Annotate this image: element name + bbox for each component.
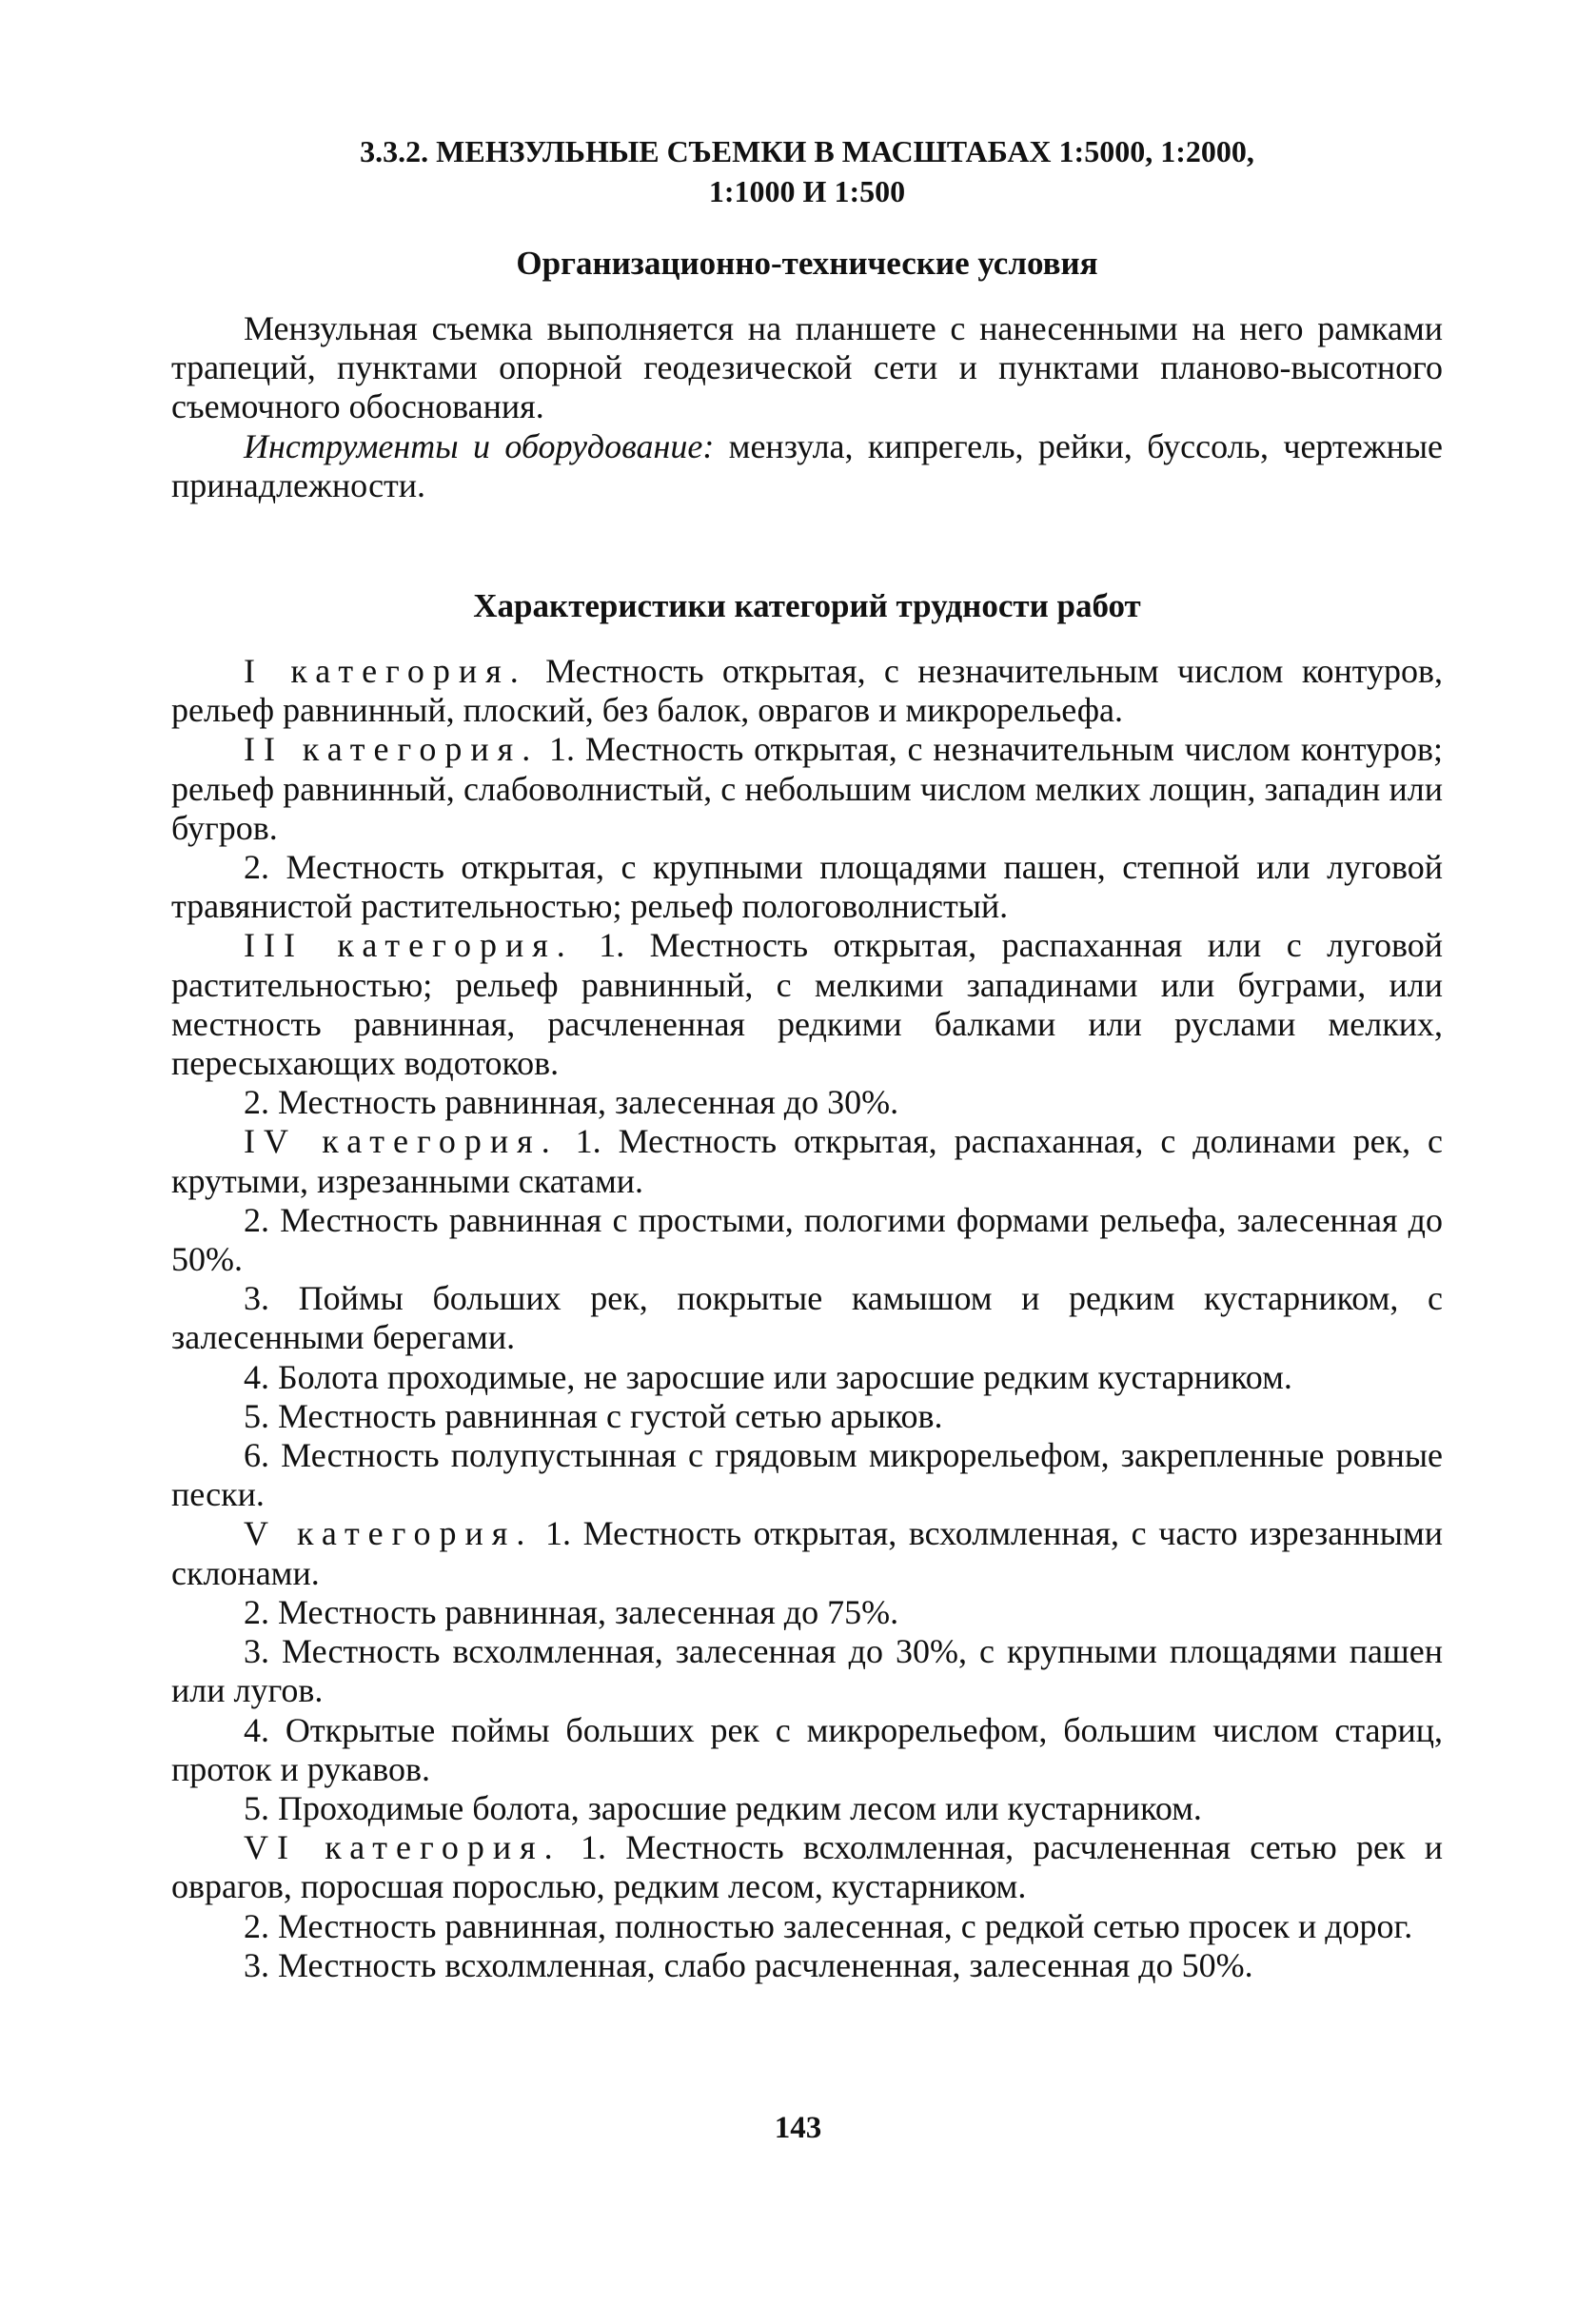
conditions-heading: Организационно-технические условия <box>516 245 1098 282</box>
category-2-paragraph <box>171 730 1443 848</box>
category-2-item-1: 1. Местность открытая, с незначительным числом контуров; рельеф равнинный, слабоволнистый, с небольшим числом мелких лощин, западин или бугров. <box>171 730 1444 847</box>
category-1-paragraph <box>171 652 1443 730</box>
characteristics-heading: Характеристики категорий трудности работ <box>473 587 1141 625</box>
category-4-label: IV категория. <box>244 1122 559 1161</box>
tools-label: Инструменты и оборудование: <box>244 426 715 465</box>
category-5-label: V категория. <box>244 1514 534 1553</box>
category-1-text: Местность открытая, с незначительным числом контуров, рельеф равнинный, плоский, без балок, оврагов и микрорельефа. <box>171 652 1444 730</box>
category-5-item-5: 5. Проходимые болота, заросшие редким лесом или кустарником. <box>244 1788 1202 1827</box>
category-5-item-2: 2. Местность равнинная, залесенная до 75%. <box>244 1592 899 1631</box>
category-6-paragraph <box>171 1828 1443 1906</box>
category-6-label: VI категория. <box>244 1828 562 1867</box>
category-5-paragraph <box>171 1514 1443 1592</box>
category-6-item-2: 2. Местность равнинная, полностью залесенная, с редкой сетью просек и дорог. <box>244 1906 1413 1945</box>
category-6-item-3: 3. Местность всхолмленная, слабо расчлененная, залесенная до 50%. <box>244 1945 1253 1984</box>
category-4-item-3: 3. Поймы больших рек, покрытые камышом и редким кустарником, с залесенными берегами. <box>171 1279 1443 1357</box>
category-4-item-5: 5. Местность равнинная с густой сетью арыков. <box>244 1396 943 1435</box>
category-4-item-1: 1. Местность открытая, распаханная, с долинами рек, с крутыми, изрезанными скатами. <box>171 1122 1444 1200</box>
category-3-item-2: 2. Местность равнинная, залесенная до 30%. <box>244 1083 899 1122</box>
category-2-item-2: 2. Местность открытая, с крупными площадями пашен, степной или луговой травянистой растительностью; рельеф пологоволнистый. <box>171 848 1443 926</box>
category-5-item-4: 4. Открытые поймы больших рек с микрорельефом, большим числом стариц, проток и рукавов. <box>171 1710 1443 1788</box>
category-1-label: I категория. <box>244 652 527 691</box>
category-4-item-6: 6. Местность полупустынная с грядовым микрорельефом, закрепленные ровные пески. <box>171 1436 1443 1514</box>
page-number: 143 <box>774 2111 822 2145</box>
section-title <box>171 131 1443 211</box>
category-6-item-1: 1. Местность всхолмленная, расчлененная сетью рек и оврагов, поросшая порослью, редким лесом, кустарником. <box>171 1828 1444 1906</box>
tools-text: мензула, кипрегель, рейки, буссоль, чертежные принадлежности. <box>171 426 1444 504</box>
category-3-item-1: 1. Местность открытая, распаханная или с луговой растительностью; рельеф равнинный, с мелкими западинами или буграми, или местность равнинная, расчлененная редкими балками или руслами мелких, пересыхающих водотоков. <box>171 926 1443 1083</box>
category-4-paragraph <box>171 1122 1443 1200</box>
tools-paragraph <box>171 427 1443 505</box>
section-title-line2: 1:1000 И 1:500 <box>708 174 906 208</box>
section-title-line1: 3.3.2. МЕНЗУЛЬНЫЕ СЪЕМКИ В МАСШТАБАХ 1:5000, 1:2000, <box>360 134 1254 168</box>
category-5-item-1: 1. Местность открытая, всхолмленная, с часто изрезанными склонами. <box>171 1514 1444 1592</box>
category-2-label: II категория. <box>244 730 540 769</box>
conditions-paragraph: Мензульная съемка выполняется на планшете с нанесенными на него рамками трапеций, пунктами опорной геодезической сети и пунктами планово-высотного съемочного обоснования. <box>171 309 1443 426</box>
category-4-item-4: 4. Болота проходимые, не заросшие или заросшие редким кустарником. <box>244 1357 1292 1396</box>
page-body <box>171 131 1443 1985</box>
category-3-label: III категория. <box>244 926 574 965</box>
category-4-item-2: 2. Местность равнинная с простыми, пологими формами рельефа, залесенная до 50%. <box>171 1200 1443 1279</box>
category-3-paragraph <box>171 926 1443 1083</box>
category-5-item-3: 3. Местность всхолмленная, залесенная до 30%, с крупными площадями пашен или лугов. <box>171 1632 1443 1710</box>
